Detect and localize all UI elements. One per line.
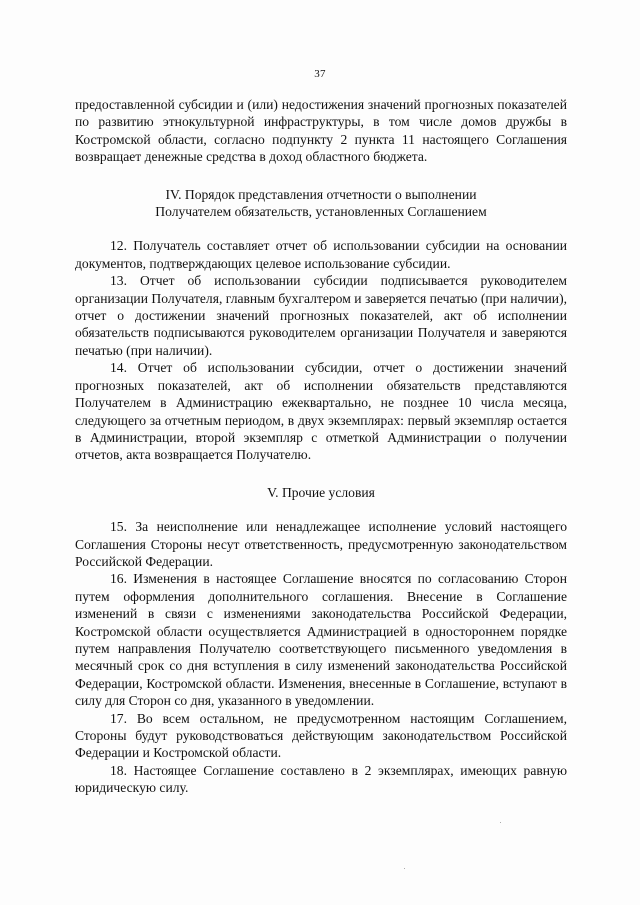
paragraph-14: 14. Отчет об использовании субсидии, отчет о достижении значений прогнозных показателей, акт об исполнении обязательств представляются Получателем в Администрацию ежеквартально, не позднее 10 числа месяца, следующего за отчетным периодом, в двух экземплярах: первый экземпляр остается в Администрации, второй экземпляр с отметкой Администрации о получении отчетов, акта возвращается Получателю. bbox=[75, 360, 567, 463]
paragraph-17: 17. Во всем остальном, не предусмотренном настоящим Соглашением, Стороны будут руководствоваться действующим законодательством Российской Федерации и Костромской области. bbox=[75, 710, 567, 761]
paragraph-15: 15. За неисполнение или ненадлежащее исполнение условий настоящего Соглашения Стороны несут ответственность, предусмотренную законодательством Российской Федерации. bbox=[75, 519, 567, 569]
paragraph-18: 18. Настоящее Соглашение составлено в 2 экземплярах, имеющих равную юридическую силу. bbox=[75, 762, 567, 796]
paragraph-16: 16. Изменения в настоящее Соглашение вносятся по согласованию Сторон путем оформления дополнительного соглашения. Внесение в Соглашение изменений в связи с изменениями законодательства Российской Федерации, Костромской области осуществляется Администрацией в одностороннем порядке путем направления Получателю соответствующего письменного уведомления в месячный срок со дня вступления в силу изменений законодательства Российской Федерации, Костромской области. Изменения, внесенные в Соглашение, вступают в силу для Сторон со дня, указанного в уведомлении. bbox=[75, 571, 567, 709]
scan-speck bbox=[500, 822, 501, 823]
section-iv-heading-line1: IV. Порядок представления отчетности о выполнении bbox=[165, 186, 477, 202]
intro-block bbox=[75, 96, 567, 797]
intro-paragraph: предоставленной субсидии и (или) недостижения значений прогнозных показателей по развитию этнокультурной инфраструктуры, в том числе домов дружбы в Костромской области, согласно подпункту 2 пункта 11 настоящего Соглашения возвращает денежные средства в доход областного бюджета. bbox=[75, 97, 567, 165]
paragraph-13: 13. Отчет об использовании субсидии подписывается руководителем организации Получателя, главным бухгалтером и заверяется печатью (при наличии), отчет о достижении значений прогнозных показателей, акт об исполнении обязательств подписываются руководителем организации Получателя и заверяются печатью (при наличии). bbox=[75, 273, 567, 358]
section-iv-heading-line2: Получателем обязательств, установленных Соглашением bbox=[155, 204, 487, 220]
section-v-heading-block bbox=[75, 484, 567, 501]
page-number: 37 bbox=[314, 68, 326, 80]
section-iv-heading bbox=[75, 186, 567, 221]
scan-speck bbox=[404, 868, 405, 869]
section-v-heading: V. Прочие условия bbox=[267, 484, 375, 500]
paragraph-12: 12. Получатель составляет отчет об использовании субсидии на основании документов, подтверждающих целевое использование субсидии. bbox=[75, 238, 567, 271]
